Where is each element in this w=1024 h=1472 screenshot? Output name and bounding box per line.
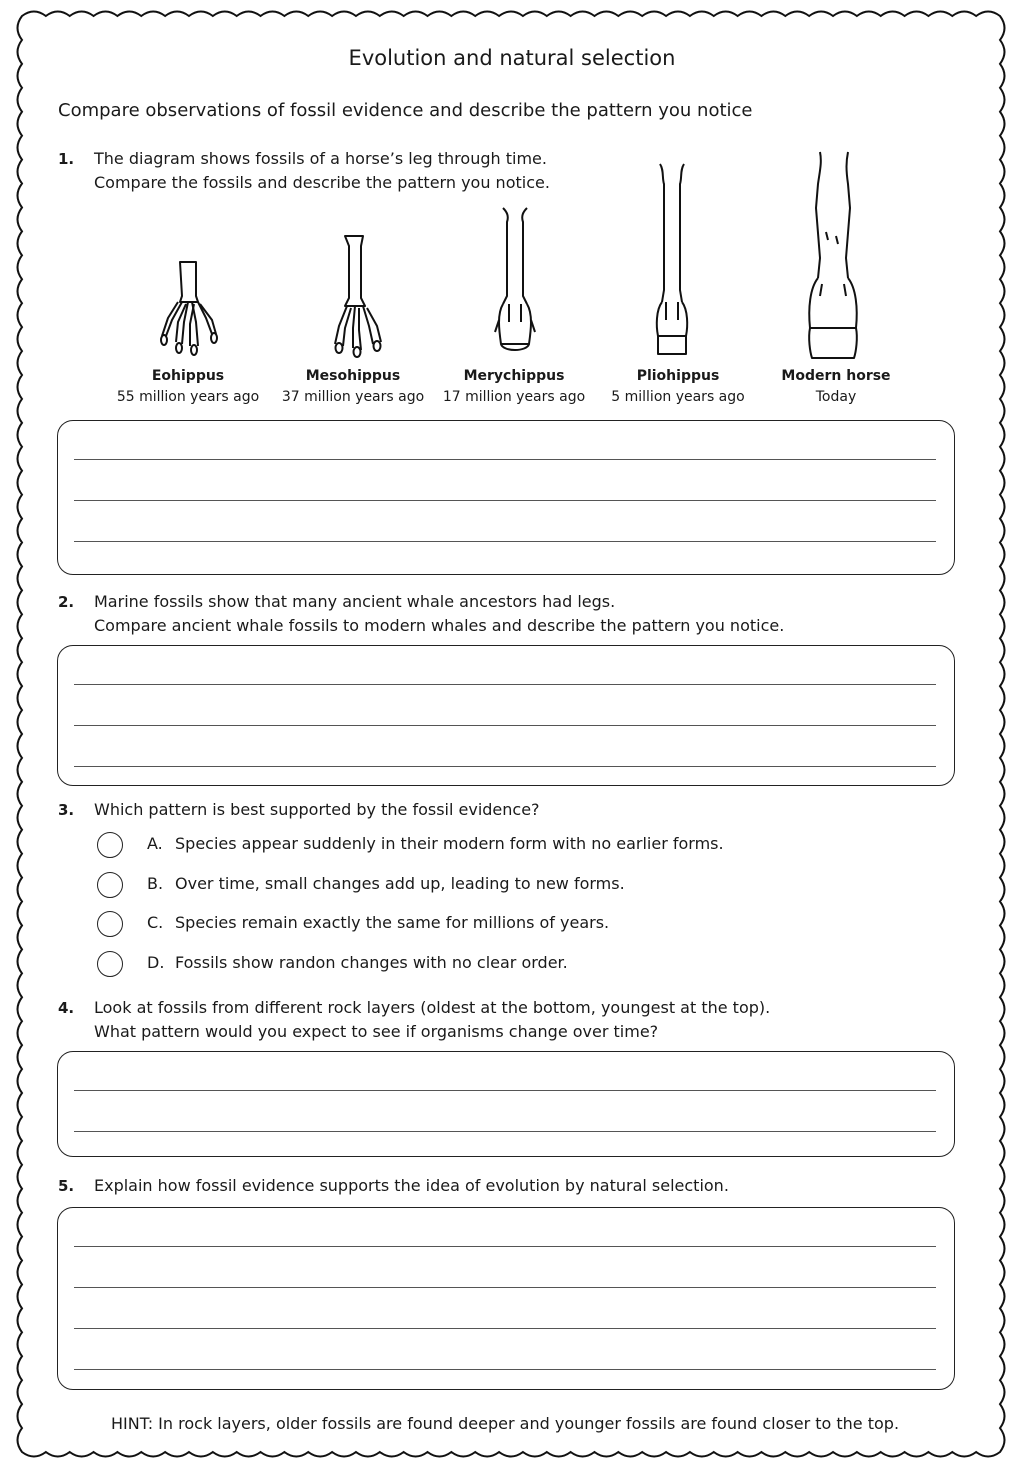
question-3-line-1: Which pattern is best supported by the fossil evidence? — [94, 800, 540, 819]
writing-line — [74, 766, 936, 767]
fossil-name: Modern horse — [781, 368, 891, 384]
writing-line — [74, 500, 936, 501]
writing-line — [74, 459, 936, 460]
four-toed-leg-icon — [158, 258, 218, 358]
question-4-number: 4. — [58, 999, 75, 1017]
choice-text: Over time, small changes add up, leading to new forms. — [175, 874, 625, 893]
three-toed-long-leg-icon — [487, 204, 543, 360]
question-1-answer-box[interactable] — [57, 420, 955, 575]
question-2-text — [94, 590, 784, 638]
fossil-name: Merychippus — [463, 368, 565, 384]
radio-button-d[interactable] — [97, 951, 123, 977]
choice-letter: A. — [147, 834, 163, 853]
modern-hoof-leg-icon — [806, 148, 860, 360]
choice-letter: D. — [147, 953, 165, 972]
fossil-eohippus — [113, 366, 263, 408]
choice-text: Fossils show randon changes with no clear order. — [175, 953, 568, 972]
writing-line — [74, 725, 936, 726]
fossil-age: 37 million years ago — [281, 389, 425, 405]
question-2-number: 2. — [58, 593, 75, 611]
question-1-line-2: Compare the fossils and describe the pattern you notice. — [94, 173, 550, 192]
fossil-pliohippus — [603, 366, 753, 408]
worksheet-subtitle: Compare observations of fossil evidence and describe the pattern you notice — [58, 100, 753, 121]
writing-line — [74, 1246, 936, 1247]
fossil-merychippus — [439, 366, 589, 408]
question-1-text — [94, 147, 550, 195]
choice-letter: C. — [147, 913, 164, 932]
radio-button-c[interactable] — [97, 911, 123, 937]
hint-text: HINT: In rock layers, older fossils are found deeper and younger fossils are found closer to the top. — [110, 1414, 900, 1433]
question-5-number: 5. — [58, 1177, 75, 1195]
fossil-name: Mesohippus — [305, 368, 401, 384]
question-1-number: 1. — [58, 150, 75, 168]
question-5-text — [94, 1174, 729, 1198]
writing-line — [74, 1131, 936, 1132]
fossil-modern-horse — [761, 366, 911, 408]
question-2-answer-box[interactable] — [57, 645, 955, 786]
question-4-answer-box[interactable] — [57, 1051, 955, 1157]
fossil-name: Pliohippus — [636, 368, 720, 384]
question-2-line-2: Compare ancient whale fossils to modern whales and describe the pattern you notice. — [94, 616, 785, 635]
fossil-mesohippus — [278, 366, 428, 408]
writing-line — [74, 684, 936, 685]
question-5-line-1: Explain how fossil evidence supports the idea of evolution by natural selection. — [94, 1176, 729, 1195]
question-4-line-1: Look at fossils from different rock layers (oldest at the bottom, youngest at the top). — [94, 998, 771, 1017]
question-2-line-1: Marine fossils show that many ancient whale ancestors had legs. — [94, 592, 616, 611]
choice-text: Species remain exactly the same for millions of years. — [175, 913, 610, 932]
question-4-text — [94, 996, 770, 1044]
fossil-age: 5 million years ago — [611, 389, 745, 405]
writing-line — [74, 541, 936, 542]
fossil-age: 17 million years ago — [442, 389, 586, 405]
question-3-text — [94, 798, 540, 822]
worksheet-title: Evolution and natural selection — [348, 46, 676, 70]
question-1-line-1: The diagram shows fossils of a horse’s leg through time. — [94, 149, 547, 168]
fossil-age: 55 million years ago — [116, 389, 260, 405]
question-5-answer-box[interactable] — [57, 1207, 955, 1390]
radio-button-b[interactable] — [97, 872, 123, 898]
writing-line — [74, 1369, 936, 1370]
fossil-name: Eohippus — [151, 368, 225, 384]
radio-button-a[interactable] — [97, 832, 123, 858]
choice-text: Species appear suddenly in their modern form with no earlier forms. — [175, 834, 724, 853]
writing-line — [74, 1287, 936, 1288]
question-4-line-2: What pattern would you expect to see if organisms change over time? — [94, 1022, 659, 1041]
question-3-number: 3. — [58, 801, 75, 819]
single-hoof-leg-icon — [652, 160, 692, 360]
writing-line — [74, 1328, 936, 1329]
fossil-age: Today — [815, 389, 857, 405]
writing-line — [74, 1090, 936, 1091]
choice-letter: B. — [147, 874, 164, 893]
three-toed-leg-icon — [325, 232, 385, 358]
